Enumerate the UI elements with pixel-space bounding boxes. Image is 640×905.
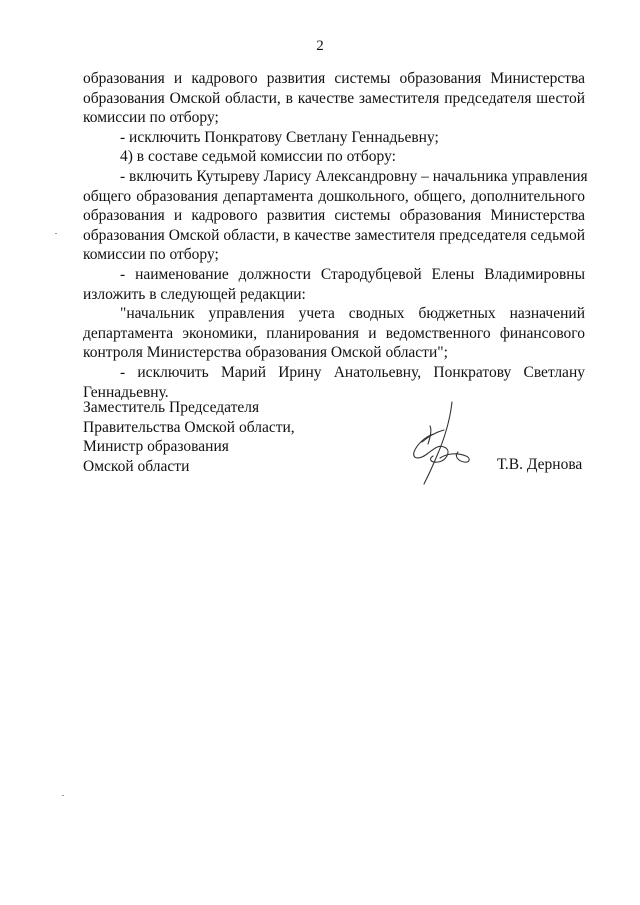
body-line: Геннадьевну. [83, 383, 169, 401]
body-line: департамента экономики, планирования и ведомственного финансового [83, 324, 585, 342]
body-line: 4) в составе седьмой комиссии по отбору: [120, 148, 396, 166]
scan-speck [55, 233, 57, 234]
body-line: комиссии по отбору; [83, 246, 219, 264]
handwritten-signature [400, 396, 480, 488]
signatory-position [83, 398, 295, 476]
signatory-position-line: Омской области [83, 457, 190, 475]
body-line: - наименование должности Стародубцевой Елены Владимировны [120, 265, 585, 283]
body-line: - исключить Марий Ирину Анатольевну, Понкратову Светлану [120, 363, 585, 381]
body-line: образования Омской области, в качестве заместителя председателя седьмой [83, 226, 585, 244]
body-line: - исключить Понкратову Светлану Геннадьевну; [120, 128, 439, 146]
body-line: образования и кадрового развития системы образования Министерства [83, 70, 585, 87]
signatory-position-line: Министр образования [83, 438, 229, 456]
body-line: контроля Министерства образования Омской области"; [83, 344, 448, 362]
body-line: образования и кадрового развития системы образования Министерства [83, 207, 585, 225]
signatory-position-line: Правительства Омской области, [83, 418, 295, 436]
body-line: - включить Кутыреву Ларису Александровну – начальника управления [120, 167, 588, 185]
document-body [83, 69, 588, 402]
body-line: общего образования департамента дошкольного, общего, дополнительного [83, 187, 585, 205]
scan-speck [62, 795, 64, 796]
signer-name: Т.В. Дернова [497, 456, 583, 473]
body-line: изложить в следующей редакции: [83, 285, 306, 303]
body-line: комиссии по отбору; [83, 109, 219, 127]
signatory-position-line: Заместитель Председателя [83, 399, 260, 416]
body-line: образования Омской области, в качестве заместителя председателя шестой [83, 89, 585, 107]
body-line: "начальник управления учета сводных бюджетных назначений [120, 305, 585, 323]
page-number: 2 [316, 38, 324, 54]
